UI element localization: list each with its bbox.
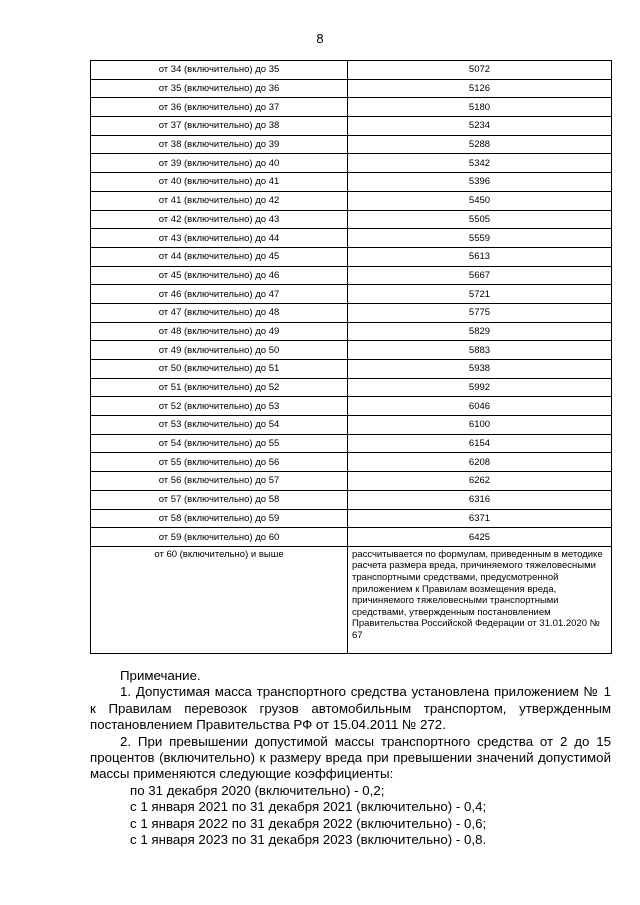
- value-cell: 6154: [348, 434, 612, 453]
- range-cell: от 56 (включительно) до 57: [91, 472, 348, 491]
- value-cell: 5505: [348, 210, 612, 229]
- table-row: [91, 472, 612, 491]
- range-cell: от 51 (включительно) до 52: [91, 378, 348, 397]
- notes-section: [90, 668, 611, 848]
- range-cell: от 49 (включительно) до 50: [91, 341, 348, 360]
- range-cell: от 47 (включительно) до 48: [91, 303, 348, 322]
- table-row: [91, 154, 612, 173]
- value-cell: 6425: [348, 528, 612, 547]
- value-cell: 5559: [348, 229, 612, 248]
- table-row: [91, 509, 612, 528]
- value-cell: 6262: [348, 472, 612, 491]
- coefficient-item: по 31 декабря 2020 (включительно) - 0,2;: [130, 782, 385, 798]
- range-cell: от 38 (включительно) до 39: [91, 135, 348, 154]
- table-row: [91, 341, 612, 360]
- table-row: [91, 453, 612, 472]
- table-row: [91, 229, 612, 248]
- range-cell: от 57 (включительно) до 58: [91, 490, 348, 509]
- table-row: [91, 378, 612, 397]
- value-cell: 6100: [348, 416, 612, 435]
- range-cell: от 54 (включительно) до 55: [91, 434, 348, 453]
- page-number: 8: [316, 31, 324, 46]
- value-cell: 6316: [348, 490, 612, 509]
- table-row: [91, 117, 612, 136]
- range-cell: от 60 (включительно) и выше: [91, 546, 348, 653]
- table-row: [91, 98, 612, 117]
- table-row: [91, 247, 612, 266]
- value-cell: 5667: [348, 266, 612, 285]
- value-cell: 5613: [348, 247, 612, 266]
- value-cell: 5180: [348, 98, 612, 117]
- value-cell: 5883: [348, 341, 612, 360]
- rates-table: [90, 60, 612, 654]
- value-cell: 5721: [348, 285, 612, 304]
- table-row: [91, 135, 612, 154]
- table-row: [91, 397, 612, 416]
- table-row: [91, 173, 612, 192]
- value-cell: 5775: [348, 303, 612, 322]
- range-cell: от 37 (включительно) до 38: [91, 117, 348, 136]
- range-cell: от 35 (включительно) до 36: [91, 79, 348, 98]
- range-cell: от 34 (включительно) до 35: [91, 61, 348, 80]
- range-cell: от 39 (включительно) до 40: [91, 154, 348, 173]
- value-cell: 6208: [348, 453, 612, 472]
- table-row: [91, 191, 612, 210]
- note-paragraph-2: 2. При превышении допустимой массы транспортного средства от 2 до 15 процентов (включительно) к размеру вреда при превышении значений допустимой массы применяются следующие коэффициенты:: [90, 733, 611, 782]
- value-cell: 5288: [348, 135, 612, 154]
- table-row: [91, 303, 612, 322]
- range-cell: от 48 (включительно) до 49: [91, 322, 348, 341]
- table-row: [91, 528, 612, 547]
- range-cell: от 44 (включительно) до 45: [91, 247, 348, 266]
- table-row: [91, 285, 612, 304]
- range-cell: от 42 (включительно) до 43: [91, 210, 348, 229]
- table-row-last: [91, 546, 612, 653]
- value-cell: рассчитывается по формулам, приведенным в методике расчета размера вреда, причиняемого тяжеловесными транспортными средствами, предусмотренной приложением к Правилам возмещения вреда, причиняемого тяжеловесными транспортными средствами, утвержденным постановлением Правительства Российской Федерации от 31.01.2020 № 67: [348, 546, 612, 653]
- value-cell: 5938: [348, 360, 612, 379]
- value-cell: 5992: [348, 378, 612, 397]
- range-cell: от 46 (включительно) до 47: [91, 285, 348, 304]
- coefficient-item: с 1 января 2023 по 31 декабря 2023 (включительно) - 0,8.: [130, 832, 487, 848]
- table-row: [91, 210, 612, 229]
- value-cell: 6371: [348, 509, 612, 528]
- value-cell: 5234: [348, 117, 612, 136]
- value-cell: 5829: [348, 322, 612, 341]
- value-cell: 6046: [348, 397, 612, 416]
- table-row: [91, 322, 612, 341]
- range-cell: от 52 (включительно) до 53: [91, 397, 348, 416]
- table-row: [91, 416, 612, 435]
- coefficient-item: с 1 января 2022 по 31 декабря 2022 (включительно) - 0,6;: [130, 815, 487, 831]
- table-row: [91, 360, 612, 379]
- table-row: [91, 266, 612, 285]
- table-row: [91, 490, 612, 509]
- value-cell: 5396: [348, 173, 612, 192]
- notes-title: Примечание.: [120, 668, 201, 683]
- rates-table-body: [91, 61, 612, 654]
- range-cell: от 36 (включительно) до 37: [91, 98, 348, 117]
- range-cell: от 50 (включительно) до 51: [91, 360, 348, 379]
- range-cell: от 40 (включительно) до 41: [91, 173, 348, 192]
- range-cell: от 53 (включительно) до 54: [91, 416, 348, 435]
- range-cell: от 45 (включительно) до 46: [91, 266, 348, 285]
- range-cell: от 58 (включительно) до 59: [91, 509, 348, 528]
- range-cell: от 41 (включительно) до 42: [91, 191, 348, 210]
- table-row: [91, 434, 612, 453]
- value-cell: 5450: [348, 191, 612, 210]
- coefficient-item: с 1 января 2021 по 31 декабря 2021 (включительно) - 0,4;: [130, 799, 487, 815]
- table-row: [91, 61, 612, 80]
- range-cell: от 59 (включительно) до 60: [91, 528, 348, 547]
- range-cell: от 55 (включительно) до 56: [91, 453, 348, 472]
- note-paragraph-1: 1. Допустимая масса транспортного средства установлена приложением № 1 к Правилам перевозок грузов автомобильным транспортом, утвержденным постановлением Правительства РФ от 15.04.2011 № 272.: [90, 684, 611, 733]
- value-cell: 5342: [348, 154, 612, 173]
- value-cell: 5126: [348, 79, 612, 98]
- table-row: [91, 79, 612, 98]
- range-cell: от 43 (включительно) до 44: [91, 229, 348, 248]
- value-cell: 5072: [348, 61, 612, 80]
